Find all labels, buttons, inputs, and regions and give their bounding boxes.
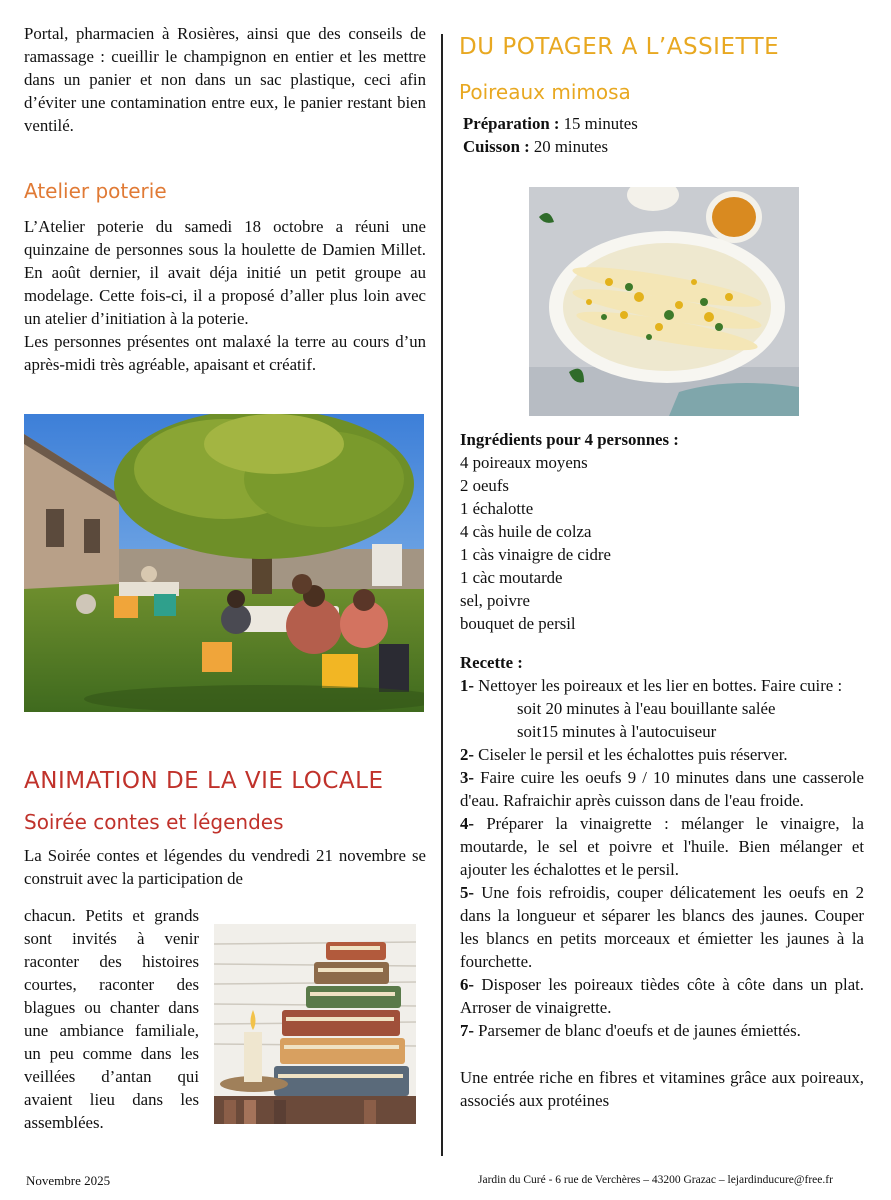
recipe-body (460, 428, 864, 1112)
step-7 (460, 1019, 864, 1042)
footer-date: Novembre 2025 (26, 1173, 111, 1188)
atelier-paragraph-1: L’Atelier poterie du samedi 18 octobre a réuni une quinzaine de personnes sous la houlette de Damien Millet. En août dernier, il avait déja initié un petit groupe au modelage. Cette fois-ci, il a proposé d’aller plus loin avec un atelier d’initiation à la poterie. (24, 217, 426, 328)
closing-paragraph: Une entrée riche en fibres et vitamines grâce aux poireaux, associés aux protéines (460, 1068, 864, 1110)
step-1 (460, 674, 864, 697)
books-candle-illustration (214, 924, 416, 1124)
cook-label: Cuisson : (463, 137, 530, 156)
cuisson-line (463, 135, 863, 158)
step-number: 4- (460, 814, 474, 833)
step-number: 6- (460, 975, 474, 994)
step-text: Nettoyer les poireaux et les lier en bottes. Faire cuire : (473, 676, 843, 695)
soiree-text-wrap (24, 904, 199, 1134)
soiree-paragraph-2: chacun. Petits et grands sont invités à venir raconter des histoires courtes, raconter des blagues ou chanter dans une ambiance familiale, un peu comme dans les veillées d’antan qui avaient lieu dans les assemblées. (24, 906, 199, 1132)
preparation-line (463, 112, 863, 135)
step-text: Préparer la vinaigrette : mélanger le vinaigre, la moutarde, le sel et poivre et l'huile. Bien mélanger et ajouter les échalottes et le persil. (460, 814, 864, 879)
left-column (24, 22, 426, 376)
step-number: 5- (460, 883, 474, 902)
column-divider (441, 34, 443, 1156)
ingredient-item: 4 càs huile de colza (460, 522, 592, 541)
ingredients-title: Ingrédients pour 4 personnes : (460, 430, 679, 449)
ingredient-item: 4 poireaux moyens (460, 453, 588, 472)
ingredient-item: sel, poivre (460, 591, 530, 610)
pottery-workshop-photo (24, 414, 424, 712)
step-1-option-1: soit 20 minutes à l'eau bouillante salée (517, 699, 776, 718)
right-column (459, 34, 863, 158)
ingredient-item: 1 càc moutarde (460, 568, 563, 587)
step-text: Parsemer de blanc d'oeufs et de jaunes émiettés. (473, 1021, 801, 1040)
timing-block (459, 112, 863, 158)
atelier-poterie-heading: Atelier poterie (24, 179, 167, 203)
intro-paragraph: Portal, pharmacien à Rosières, ainsi que des conseils de ramassage : cueillir le champignon en entier et les mettre dans un panier et non dans un sac plastique, ceci afin d’éviter une contamination entre eux, le panier restant bien ventilé. (24, 24, 426, 135)
animation-section (24, 768, 426, 890)
step-1-option-2: soit15 minutes à l'autocuiseur (517, 722, 717, 741)
ingredient-item: 1 càs vinaigre de cidre (460, 545, 611, 564)
soiree-heading: Soirée contes et légendes (24, 810, 284, 834)
step-number: 2- (460, 745, 474, 764)
step-number: 7- (460, 1021, 474, 1040)
ingredient-item: 1 échalotte (460, 499, 534, 518)
recette-title: Recette : (460, 653, 523, 672)
footer-address: Jardin du Curé - 6 rue de Verchères – 43200 Grazac – lejardinducure@free.fr (478, 1174, 833, 1186)
step-2 (460, 743, 864, 766)
ingredient-item: 2 oeufs (460, 476, 509, 495)
step-text: Une fois refroidis, couper délicatement les oeufs en 2 dans la longueur et séparer les blancs des jaunes. Couper les blancs en petits morceaux et émietter les jaunes à la fourchette. (460, 883, 864, 971)
ingredient-item: bouquet de persil (460, 614, 576, 633)
prep-value: 15 minutes (559, 114, 638, 133)
step-text: Faire cuire les oeufs 9 / 10 minutes dans une casserole d'eau. Rafraichir après cuisson dans de l'eau froide. (460, 768, 864, 810)
soiree-paragraph-1: La Soirée contes et légendes du vendredi 21 novembre se construit avec la participation de (24, 846, 426, 888)
step-5 (460, 881, 864, 973)
recipe-title: Poireaux mimosa (459, 80, 631, 104)
step-number: 3- (460, 768, 474, 787)
atelier-paragraph-2: Les personnes présentes ont malaxé la terre au cours d’un après-midi très agréable, apaisant et créatif. (24, 332, 426, 374)
step-text: Ciseler le persil et les échalottes puis réserver. (473, 745, 788, 764)
cook-value: 20 minutes (529, 137, 608, 156)
animation-heading: ANIMATION DE LA VIE LOCALE (24, 768, 384, 794)
prep-label: Préparation : (463, 114, 560, 133)
step-6 (460, 973, 864, 1019)
poireaux-mimosa-photo (529, 187, 799, 416)
potager-heading: DU POTAGER A L’ASSIETTE (459, 34, 780, 60)
step-3 (460, 766, 864, 812)
step-4 (460, 812, 864, 881)
ingredients-list (460, 451, 864, 635)
step-number: 1- (460, 676, 474, 695)
step-text: Disposer les poireaux tièdes côte à côte dans un plat. Arroser de vinaigrette. (460, 975, 864, 1017)
